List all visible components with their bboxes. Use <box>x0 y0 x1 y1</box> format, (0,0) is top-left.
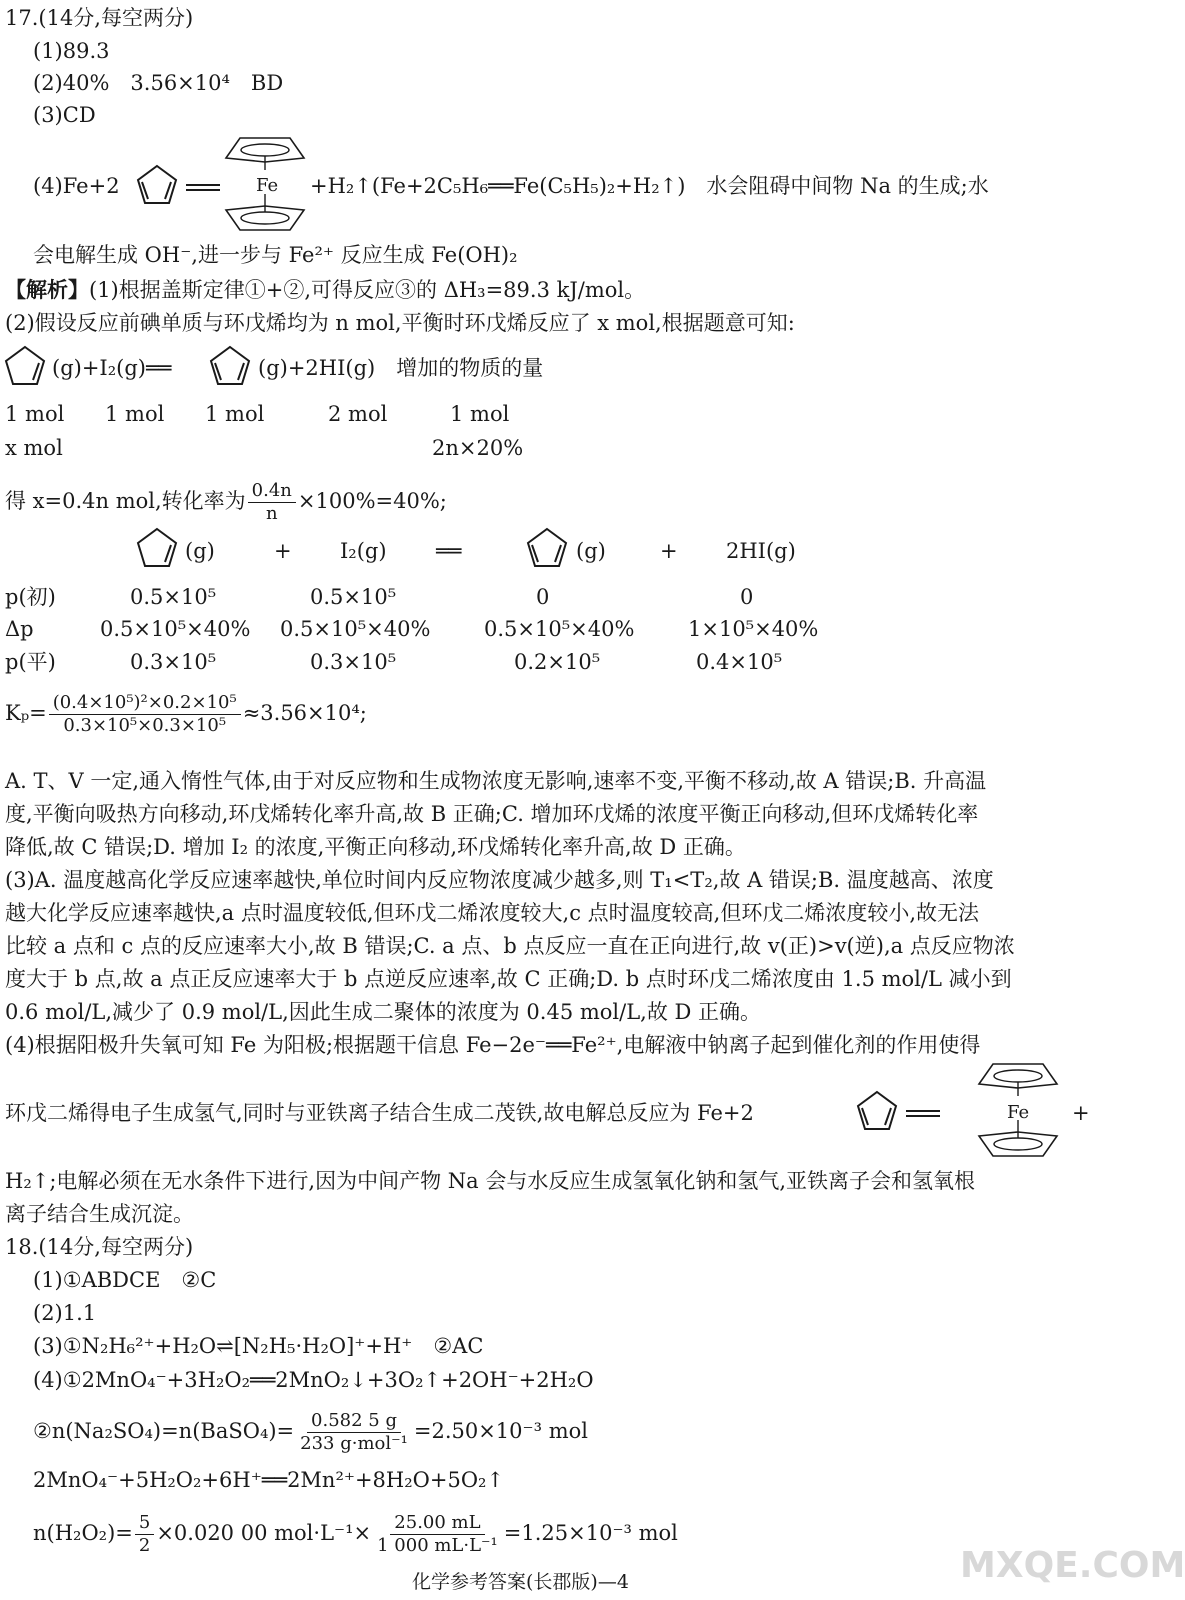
para3-line: 0.6 mol/L,减少了 0.9 mol/L,因此生成二聚体的浓度为 0.45 mol/L,故 D 正确。 <box>5 1000 762 1024</box>
na2so4-fraction: 0.582 5 g 233 g·mol⁻¹ <box>300 1410 408 1454</box>
cyclopentadiene-structure-2 <box>208 344 258 390</box>
stoich-1: 1 mol <box>5 402 65 426</box>
para4-line-1: (4)根据阳极升失氧可知 Fe 为阳极;根据题干信息 Fe−2e⁻══Fe²⁺,电解液中钠离子起到催化剂的作用使得 <box>5 1033 981 1057</box>
cyclopentadiene-structure <box>135 163 185 209</box>
table-cell: 0 <box>536 585 550 609</box>
para4-line-3: H₂↑;电解必须在无水条件下进行,因为中间产物 Na 会与水反应生成氢氧化钠和氢气,亚铁离子会和氢氧根 <box>5 1169 975 1193</box>
q18-answer-4c: 2MnO₄⁻+5H₂O₂+6H⁺══2Mn²⁺+8H₂O+5O₂↑ <box>33 1468 505 1492</box>
page-footer: 化学参考答案(长郡版)—4 <box>412 1571 629 1593</box>
q17-answer-4-main: +H₂↑(Fe+2C₅H₆══Fe(C₅H₅)₂+H₂↑) 水会阻碍中间物 Na 的生成;水 <box>310 174 989 198</box>
table-cell: 0.5×10⁵×40% <box>100 617 251 641</box>
table-header-2: + <box>274 539 292 563</box>
equation-part-2: (g)+2HI(g) 增加的物质的量 <box>258 356 544 380</box>
q17-answer-4-prefix: (4)Fe+2 <box>33 174 120 198</box>
stoich-increase: 2n×20% <box>432 436 524 460</box>
ratio-fraction: $\frac{5}{2}$ <box>135 1512 154 1557</box>
para4-line-2: 环戊二烯得电子生成氢气,同时与亚铁离子结合生成二茂铁,故电解总反应为 Fe+2 <box>5 1101 754 1125</box>
table-cell: 0.5×10⁵ <box>310 585 397 609</box>
ferrocene-fe-label: Fe <box>256 175 279 196</box>
table-cyclopentene <box>135 526 183 572</box>
reaction-arrow <box>186 184 220 186</box>
stoich-2: 1 mol <box>105 402 165 426</box>
q17-answer-1: (1)89.3 <box>33 39 110 63</box>
analysis-label: 【解析】 <box>5 277 89 302</box>
q17-answer-4-cont: 会电解生成 OH⁻,进一步与 Fe²⁺ 反应生成 Fe(OH)₂ <box>33 243 518 267</box>
conversion-fraction: $\frac{0.4n}{n}$ <box>248 480 296 525</box>
table-header-7: 2HI(g) <box>726 539 796 563</box>
table-header-3: I₂(g) <box>340 539 387 563</box>
stoich-3: 1 mol <box>205 402 265 426</box>
para3-line: 比较 a 点和 c 点的反应速率大小,故 B 错误;C. a 点、b 点反应一直在正向进行,故 v(正)>v(逆),a 点反应物浓 <box>5 934 1015 958</box>
stoich-x: x mol <box>5 436 63 460</box>
para4-arrow <box>906 1110 940 1112</box>
table-header-6: + <box>660 539 678 563</box>
table-header-5: (g) <box>576 539 606 563</box>
para3-line: (3)A. 温度越高化学反应速率越快,单位时间内反应物浓度减少越多,则 T₁<T₂,故 A 错误;B. 温度越高、浓度 <box>5 868 994 892</box>
table-header-4: ══ <box>436 539 462 563</box>
para4-fe-label: Fe <box>1007 1102 1030 1123</box>
analysis-line-1: 【解析】(1)根据盖斯定律①+②,可得反应③的 ΔH₃=89.3 kJ/mol。 <box>5 277 646 302</box>
q18-answer-4b: ②n(Na₂SO₄)=n(BaSO₄)= 0.582 5 g 233 g·mol⁻¹ =2.50×10⁻³ mol <box>33 1410 588 1454</box>
para2-line: A. T、V 一定,通入惰性气体,由于对反应物和生成物浓度无影响,速率不变,平衡不移动,故 A 错误;B. 升高温 <box>5 769 987 793</box>
para3-line: 度大于 b 点,故 a 点正反应速率大于 b 点逆反应速率,故 C 正确;D. b 点时环戊二烯浓度由 1.5 mol/L 减小到 <box>5 967 1012 991</box>
table-cell: 0.3×10⁵ <box>130 650 217 674</box>
para4-cyclopentadiene <box>855 1089 905 1135</box>
q18-header: 18.(14分,每空两分) <box>5 1235 194 1259</box>
stoich-5: 1 mol <box>450 402 510 426</box>
table-cell: 0.5×10⁵ <box>130 585 217 609</box>
table-row-label: Δp <box>5 617 34 641</box>
table-row-label: p(初) <box>5 585 56 609</box>
table-cell: 0.3×10⁵ <box>310 650 397 674</box>
para3-line: 越大化学反应速率越快,a 点时温度较低,但环戊二烯浓度较大,c 点时温度较高,但环戊二烯浓度较小,故无法 <box>5 901 980 925</box>
table-cell: 0.5×10⁵×40% <box>280 617 431 641</box>
para2-line: 度,平衡向吸热方向移动,环戊烯转化率升高,故 B 正确;C. 增加环戊烯的浓度平衡正向移动,但环戊烯转化率 <box>5 802 979 826</box>
kp-line: Kₚ= $\frac{\text{(0.4×10⁵)²×0.2×10⁵}}{\text{0.3×10⁵×0.3×10⁵}}$ ≈3.56×10⁴; <box>5 692 367 736</box>
table-cell: 0.2×10⁵ <box>514 650 601 674</box>
table-row-label: p(平) <box>5 650 56 674</box>
q17-header: 17.(14分,每空两分) <box>5 6 194 30</box>
table-cell: 1×10⁵×40% <box>688 617 819 641</box>
equation-part-1: (g)+I₂(g)══ <box>52 356 172 380</box>
q18-answer-1: (1)①ABDCE ②C <box>33 1268 217 1292</box>
watermark: MXQE.COM <box>960 1545 1185 1586</box>
stoich-4: 2 mol <box>328 402 388 426</box>
analysis-line-2: (2)假设反应前碘单质与环戊烯均为 n mol,平衡时环戊烯反应了 x mol,根据题意可知: <box>5 311 795 335</box>
para4-plus: + <box>1072 1101 1090 1125</box>
table-cell: 0 <box>740 585 754 609</box>
table-header-1: (g) <box>185 539 215 563</box>
table-cell: 0.5×10⁵×40% <box>484 617 635 641</box>
para2-line: 降低,故 C 错误;D. 增加 I₂ 的浓度,平衡正向移动,环戊烯转化率升高,故 D 正确。 <box>5 835 746 859</box>
volume-fraction: $\frac{25.00 mL}{\text{1 000 mL·L⁻¹}}$ <box>377 1512 498 1556</box>
kp-fraction: $\frac{\text{(0.4×10⁵)²×0.2×10⁵}}{\text{0.3×10⁵×0.3×10⁵}}$ <box>49 692 241 737</box>
q18-answer-3: (3)①N₂H₆²⁺+H₂O⇌[N₂H₅·H₂O]⁺+H⁺ ②AC <box>33 1334 484 1358</box>
para4-line-4: 离子结合生成沉淀。 <box>5 1202 194 1226</box>
cyclopentene-structure <box>3 344 51 390</box>
q18-answer-4: (4)①2MnO₄⁻+3H₂O₂══2MnO₂↓+3O₂↑+2OH⁻+2H₂O <box>33 1368 594 1392</box>
q17-answer-2: (2)40% 3.56×10⁴ BD <box>33 71 284 95</box>
table-cell: 0.4×10⁵ <box>696 650 783 674</box>
q18-answer-4d: n(H₂O₂)= $\frac{5}{2}$ ×0.020 00 mol·L⁻¹× $\frac{25.00 mL}{\text{1 000 mL·L⁻¹}}$ =1.25×10⁻³ mol <box>33 1512 678 1556</box>
q17-answer-3: (3)CD <box>33 103 96 127</box>
table-cyclopentadiene <box>525 526 575 572</box>
conversion-line: 得 x=0.4n mol,转化率为 $\frac{0.4n}{n}$ ×100%=40%; <box>5 480 447 524</box>
q18-answer-2: (2)1.1 <box>33 1301 97 1325</box>
